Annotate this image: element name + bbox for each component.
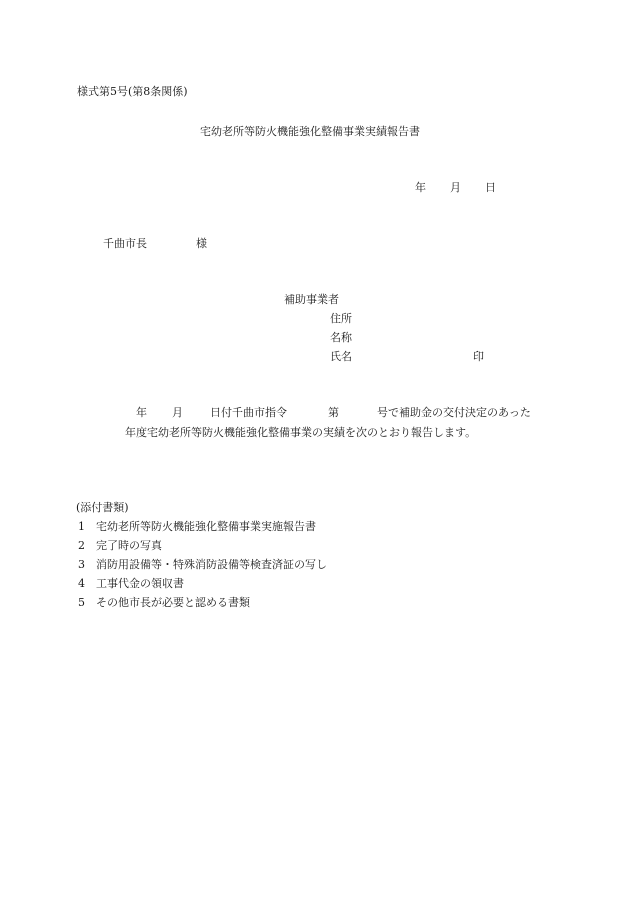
attachment-number: 1 <box>78 520 85 533</box>
applicant-name-label: 名称 <box>330 331 352 344</box>
date-year: 年 <box>415 181 426 194</box>
addressee-name: 千曲市長 <box>103 237 147 250</box>
body-line2: 年度宅幼老所等防火機能強化整備事業の実績を次のとおり報告します。 <box>125 426 477 439</box>
attachment-number: 4 <box>78 577 85 590</box>
attachment-text: 宅幼老所等防火機能強化整備事業実施報告書 <box>96 520 316 533</box>
addressee-honorific: 様 <box>196 237 207 250</box>
document-title: 宅幼老所等防火機能強化整備事業実績報告書 <box>200 125 420 138</box>
attachment-text: 工事代金の領収書 <box>96 577 184 590</box>
attachment-text: その他市長が必要と認める書類 <box>96 596 250 609</box>
date-month: 月 <box>450 181 461 194</box>
seal-mark: 印 <box>473 350 484 363</box>
body-number-prefix: 第 <box>328 406 339 419</box>
attachments-heading: (添付書類) <box>76 501 129 514</box>
attachment-number: 3 <box>78 558 85 571</box>
attachment-number: 5 <box>78 596 85 609</box>
body-line1-rest: 号で補助金の交付決定のあった <box>377 406 531 419</box>
body-month: 月 <box>172 406 183 419</box>
form-number: 様式第5号(第8条関係) <box>77 85 188 98</box>
attachment-number: 2 <box>78 539 85 552</box>
body-year: 年 <box>136 406 147 419</box>
attachment-text: 消防用設備等・特殊消防設備等検査済証の写し <box>96 558 327 571</box>
applicant-heading: 補助事業者 <box>284 293 339 306</box>
date-day: 日 <box>485 181 496 194</box>
body-day-city: 日付千曲市指令 <box>210 406 287 419</box>
applicant-person-label: 氏名 <box>330 350 352 363</box>
applicant-address-label: 住所 <box>330 312 352 325</box>
attachment-text: 完了時の写真 <box>96 539 162 552</box>
